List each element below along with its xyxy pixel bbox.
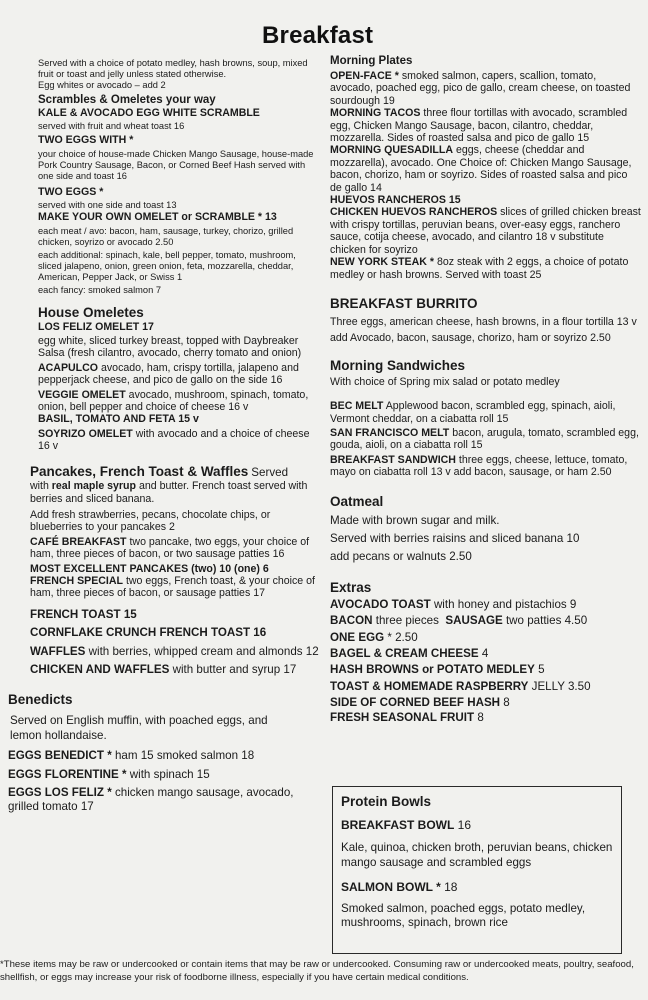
protein-bowls-box [332,786,622,954]
right-column [330,54,642,725]
breakfast-bowl-price: 16 [457,818,472,832]
eggs-florentine-name: EGGS FLORENTINE * [8,767,127,781]
oatmeal-line-1: Made with brown sugar and milk. [330,513,500,527]
oatmeal-heading: Oatmeal [330,493,384,509]
extras-heading: Extras [330,579,372,595]
pancakes-section [8,463,320,600]
veggie-omelet-desc: avocado, mushroom, spinach, tomato, onion, bell pepper and choice of cheese 16 v [38,388,309,414]
cornflake-french-toast: CORNFLAKE CRUNCH FRENCH TOAST 16 [30,626,267,640]
one-egg-desc: * 2.50 [387,630,418,644]
two-eggs-with-name: TWO EGGS WITH * [38,134,134,147]
huevos-rancheros: HUEVOS RANCHEROS 15 [330,194,461,207]
cafe-breakfast-name: CAFÉ BREAKFAST [30,535,127,548]
intro-note: Egg whites or avocado – add 2 [38,80,166,90]
morning-tacos-desc: three flour tortillas with avocado, scrambled egg, Chicken Mango Sausage, bacon, cilantro, cheddar, mozzarella. Sides of roasted salsa and pico de gallo 15 [330,107,628,145]
bec-melt-name: BEC MELT [330,400,384,413]
most-excellent-pancakes: MOST EXCELLENT PANCAKES (two) 10 (one) 6 [30,562,269,575]
chicken-huevos-desc: slices of grilled chicken breast with crispy tortillas, peruvian beans, over-easy eggs, ranchero sauce, cotija cheese, avocado, and cilantro 18 v substitute chicken for soyrizo [330,206,641,256]
fresh-fruit-name: FRESH SEASONAL FRUIT [330,710,475,724]
eggs-florentine-desc: with spinach 15 [129,767,210,781]
make-your-own-name: MAKE YOUR OWN OMELET or SCRAMBLE * 13 [38,211,277,224]
chicken-huevos-name: CHICKEN HUEVOS RANCHEROS [330,206,498,219]
open-face-desc: smoked salmon, capers, scallion, tomato, avocado, poached egg, pico de gallo, cream cheese, on toasted sourdough 19 [330,70,631,107]
bacon-desc: three pieces [375,614,439,628]
pancakes-heading: Pancakes, French Toast & Waffles [30,463,249,479]
french-special-name: FRENCH SPECIAL [30,574,123,587]
salmon-bowl-name: SALMON BOWL * [341,880,441,895]
toast-jelly-desc: JELLY 3.50 [531,679,591,693]
sf-melt-name: SAN FRANCISCO MELT [330,426,450,439]
pancakes-heading-rest: Served [251,465,289,479]
corned-beef-name: SIDE OF CORNED BEEF HASH [330,696,501,710]
breakfast-sandwich-name: BREAKFAST SANDWICH [330,453,456,466]
kale-scramble-name: KALE & AVOCADO EGG WHITE SCRAMBLE [38,107,260,119]
pancakes-intro-syrup: real maple syrup [51,480,136,493]
los-feliz-omelet-name: LOS FELIZ OMELET 17 [38,320,154,333]
pancakes-intro-c: and butter. French toast served with berries and sliced banana. [30,480,308,505]
waffles-name: WAFFLES [30,644,86,658]
salmon-bowl-desc: Smoked salmon, poached eggs, potato medley, mushrooms, spinach, brown rice [341,901,586,930]
foodborne-disclaimer: *These items may be raw or undercooked or contain items that may be raw or undercooked. Consuming raw or undercooked meats, poultry, seafood, shellfish, or eggs may increase your risk of foodborne illness, especially if you have certain medical conditions. [0,959,634,983]
corned-beef-desc: 8 [503,696,510,710]
house-omeletes-heading: House Omeletes [38,304,144,320]
eggs-los-feliz-name: EGGS LOS FELIZ * [8,786,112,799]
scrambles-section [8,93,320,296]
sausage-desc: two patties 4.50 [505,614,588,628]
morning-quesadilla-desc: eggs, cheese (cheddar and mozzarella), avocado. One Choice of: Chicken Mango Sausage, bacon, chorizo, ham or soyrizo. Sides of roasted salsa and pico de gallo 14 [330,144,632,194]
make-your-own-meat: each meat / avo: bacon, ham, sausage, turkey, chorizo, grilled chicken, soyrizo or avocado 2.50 [38,225,294,247]
chicken-waffles-name: CHICKEN AND WAFFLES [30,662,170,676]
avocado-toast-name: AVOCADO TOAST [330,597,431,611]
french-toast-list [8,608,320,678]
scrambles-heading: Scrambles & Omeletes your way [38,94,216,106]
two-eggs-desc: served with one side and toast 13 [38,200,177,211]
hash-browns-desc: 5 [538,663,545,677]
acapulco-desc: avocado, ham, crispy tortilla, jalapeno and pepperjack cheese, and pico de gallo on the side 16 [38,361,299,387]
breakfast-bowl-name: BREAKFAST BOWL [341,818,455,832]
page-title: Breakfast [262,22,374,49]
bec-melt-desc: Applewood bacon, scrambled egg, spinach, aioli, Vermont cheddar, on a ciabatta roll 15 [330,400,616,425]
breakfast-bowl-desc: Kale, quinoa, chicken broth, peruvian beans, chicken mango sausage and scrambled eggs [341,841,613,869]
morning-tacos-name: MORNING TACOS [330,107,421,120]
salmon-bowl-price: 18 [444,880,458,895]
left-column [8,58,320,815]
sausage-name: SAUSAGE [445,614,503,628]
hash-browns-name: HASH BROWNS or POTATO MEDLEY [330,663,535,677]
chicken-waffles-desc: with butter and syrup 17 [172,662,297,676]
two-eggs-with-desc: your choice of house-made Chicken Mango Sausage, house-made Pork Country Sausage, Bacon, or Corned Beef Hash served with one side and toast 16 [38,148,314,181]
veggie-omelet-name: VEGGIE OMELET [38,388,126,401]
make-your-own-additional: each additional: spinach, kale, bell pepper, tomato, mushroom, sliced jalapeno, onion, green onion, feta, mozzarella, cheddar, American, Pepper Jack, or Swiss 1 [38,249,296,282]
benedicts-intro: Served on English muffin, with poached eggs, and lemon hollandaise. [10,714,268,742]
eggs-benedict-desc: ham 15 smoked salmon 18 [114,749,255,763]
breakfast-burrito-heading: BREAKFAST BURRITO [330,295,478,311]
avocado-toast-desc: with honey and pistachios 9 [433,597,577,611]
eggs-los-feliz-desc: chicken mango sausage, avocado, grilled tomato 17 [8,786,294,814]
oatmeal-line-3: add pecans or walnuts 2.50 [330,550,472,564]
acapulco-name: ACAPULCO [38,361,99,374]
two-eggs-name: TWO EGGS * [38,185,104,198]
breakfast-sandwich-desc: three eggs, cheese, lettuce, tomato, mayo on ciabatta roll 13 v add bacon, sausage, or ham 2.50 [330,453,628,479]
benedicts-section [8,691,320,814]
bacon-name: BACON [330,614,373,628]
sf-melt-desc: bacon, arugula, tomato, scrambled egg, gouda, aioli, on a ciabatta roll 15 [330,426,639,452]
bagel-desc: 4 [481,647,489,660]
new-york-steak-name: NEW YORK STEAK * [330,256,434,269]
make-your-own-fancy: each fancy: smoked salmon 7 [38,284,161,295]
one-egg-name: ONE EGG [330,630,385,644]
morning-plates-heading: Morning Plates [330,55,413,67]
sandwiches-intro: With choice of Spring mix salad or potato medley [330,375,560,388]
cafe-breakfast-desc: two pancake, two eggs, your choice of ham, three pieces of bacon, or two sausage patties 16 [30,535,310,561]
intro-text: Served with a choice of potato medley, hash browns, soup, mixed fruit or toast and jelly unless stated otherwise. [38,58,308,79]
open-face-name: OPEN-FACE * [330,70,399,82]
basil-tomato-feta: BASIL, TOMATO AND FETA 15 v [38,413,199,426]
breakfast-burrito-desc: Three eggs, american cheese, hash browns, in a flour tortilla 13 v [330,315,637,328]
breakfast-burrito-add: add Avocado, bacon, sausage, chorizo, ham or soyrizo 2.50 [330,332,611,345]
morning-sandwiches-heading: Morning Sandwiches [330,357,466,373]
pancakes-add: Add fresh strawberries, pecans, chocolate chips, or blueberries to your pancakes 2 [30,508,271,534]
fresh-fruit-desc: 8 [477,710,484,724]
toast-jelly-name: TOAST & HOMEMADE RASPBERRY [330,679,529,693]
french-toast: FRENCH TOAST 15 [30,607,137,621]
protein-bowls-heading: Protein Bowls [341,794,432,809]
waffles-desc: with berries, whipped cream and almonds 12 [88,644,319,658]
benedicts-heading: Benedicts [8,692,73,708]
kale-scramble-desc: served with fruit and wheat toast 16 [38,121,185,132]
morning-quesadilla-name: MORNING QUESADILLA [330,144,454,157]
french-special-desc: two eggs, French toast, & your choice of ham, three pieces of bacon, or sausage patties 17 [30,574,315,600]
new-york-steak-desc: 8oz steak with 2 eggs, a choice of potato medley or hash browns. Served with toast 25 [330,256,629,281]
pancakes-intro-a: with [30,480,49,493]
los-feliz-omelet-desc: egg white, sliced turkey breast, topped with Daybreaker Salsa (fresh cilantro, avocado, cherry tomato and onion) [38,335,302,360]
soyrizo-omelet-desc: with avocado and a choice of cheese 16 v [38,427,310,453]
soyrizo-omelet-name: SOYRIZO OMELET [38,427,133,440]
house-omeletes-section [8,304,320,453]
eggs-benedict-name: EGGS BENEDICT * [8,749,112,763]
intro-block [8,58,320,91]
oatmeal-line-2: Served with berries raisins and sliced banana 10 [330,531,580,545]
bagel-name: BAGEL & CREAM CHEESE [330,647,479,660]
